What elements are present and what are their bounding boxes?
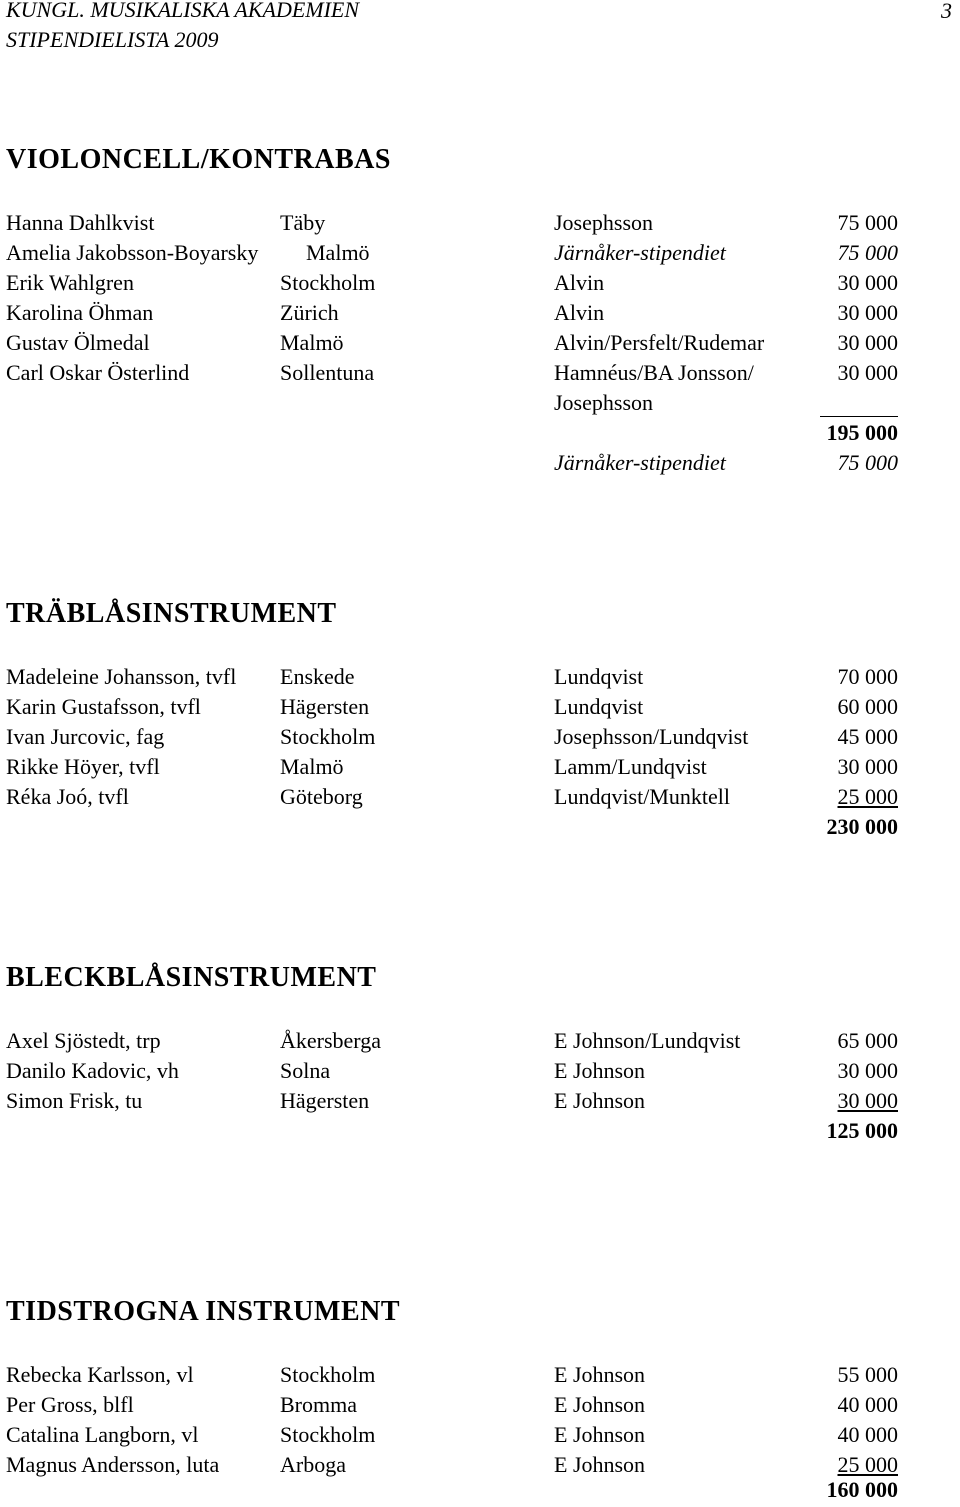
total-row bbox=[0, 420, 960, 450]
recipient-city: Malmö bbox=[280, 330, 344, 355]
recipient-name: Ivan Jurcovic, fag bbox=[6, 724, 165, 749]
table-row bbox=[0, 300, 960, 330]
recipient-city: Bromma bbox=[280, 1392, 357, 1417]
section-total: 160 000 bbox=[826, 1477, 898, 1502]
table-row bbox=[0, 694, 960, 724]
fund-name: E Johnson bbox=[554, 1088, 646, 1113]
recipient-name: Rebecka Karlsson, vl bbox=[6, 1362, 194, 1387]
fund-name: E Johnson bbox=[554, 1452, 646, 1477]
amount: 55 000 bbox=[837, 1362, 898, 1387]
table-row bbox=[0, 270, 960, 300]
amount: 30 000 bbox=[837, 360, 898, 385]
recipient-name: Karolina Öhman bbox=[6, 300, 154, 325]
recipient-city: Enskede bbox=[280, 664, 355, 689]
amount: 60 000 bbox=[837, 694, 898, 719]
recipient-name: Amelia Jakobsson-Boyarsky bbox=[6, 240, 259, 265]
recipient-city: Arboga bbox=[280, 1452, 346, 1477]
recipient-name: Rikke Höyer, tvfl bbox=[6, 754, 160, 779]
amount: 30 000 bbox=[837, 300, 898, 325]
fund-name: E Johnson bbox=[554, 1392, 646, 1417]
recipient-city: Täby bbox=[280, 210, 326, 235]
table-row bbox=[0, 1362, 960, 1392]
recipient-name: Gustav Ölmedal bbox=[6, 330, 150, 355]
recipient-name: Réka Joó, tvfl bbox=[6, 784, 129, 809]
recipient-city: Malmö bbox=[306, 240, 370, 265]
recipient-name: Danilo Kadovic, vh bbox=[6, 1058, 179, 1083]
total-row bbox=[0, 814, 960, 844]
fund-name: Lundqvist/Munktell bbox=[554, 784, 730, 809]
table-row bbox=[0, 784, 960, 814]
fund-name: Josephsson/Lundqvist bbox=[554, 724, 749, 749]
section-total: 125 000 bbox=[826, 1118, 898, 1143]
total-row bbox=[0, 1477, 960, 1507]
fund-name: Josephsson bbox=[554, 210, 654, 235]
table-row bbox=[0, 240, 960, 270]
table-row-continuation bbox=[0, 390, 960, 420]
recipient-city: Åkersberga bbox=[280, 1028, 381, 1053]
recipient-city: Göteborg bbox=[280, 784, 363, 809]
recipient-city: Solna bbox=[280, 1058, 331, 1083]
fund-name: Josephsson bbox=[554, 390, 654, 415]
amount: 30 000 bbox=[837, 1088, 898, 1113]
recipient-name: Hanna Dahlkvist bbox=[6, 210, 155, 235]
fund-name: Järnåker-stipendiet bbox=[554, 450, 726, 475]
recipient-city: Hägersten bbox=[280, 1088, 370, 1113]
table-row bbox=[0, 450, 960, 480]
section-title-tidstrogna: TIDSTROGNA INSTRUMENT bbox=[6, 1296, 401, 1327]
fund-name: Lundqvist bbox=[554, 664, 644, 689]
recipient-name: Catalina Langborn, vl bbox=[6, 1422, 199, 1447]
amount: 30 000 bbox=[837, 270, 898, 295]
amount: 40 000 bbox=[837, 1422, 898, 1447]
section-title-bleckblas: BLECKBLÅSINSTRUMENT bbox=[6, 962, 377, 993]
recipient-city: Stockholm bbox=[280, 724, 376, 749]
table-row bbox=[0, 1392, 960, 1422]
recipient-name: Erik Wahlgren bbox=[6, 270, 134, 295]
recipient-name: Magnus Andersson, luta bbox=[6, 1452, 220, 1477]
amount: 30 000 bbox=[837, 754, 898, 779]
table-row bbox=[0, 1088, 960, 1118]
recipient-name: Axel Sjöstedt, trp bbox=[6, 1028, 161, 1053]
sum-rule bbox=[820, 416, 898, 417]
table-row bbox=[0, 210, 960, 240]
fund-name: E Johnson bbox=[554, 1362, 646, 1387]
fund-name: E Johnson/Lundqvist bbox=[554, 1028, 741, 1053]
recipient-name: Carl Oskar Österlind bbox=[6, 360, 190, 385]
table-row bbox=[0, 754, 960, 784]
recipient-city: Stockholm bbox=[280, 1362, 376, 1387]
amount: 70 000 bbox=[837, 664, 898, 689]
amount: 40 000 bbox=[837, 1392, 898, 1417]
amount: 25 000 bbox=[837, 784, 898, 809]
section-total: 195 000 bbox=[826, 420, 898, 445]
section-title-violoncell: VIOLONCELL/KONTRABAS bbox=[6, 144, 391, 175]
fund-name: Alvin bbox=[554, 300, 605, 325]
section-title-trablas: TRÄBLÅSINSTRUMENT bbox=[6, 598, 337, 629]
recipient-name: Karin Gustafsson, tvfl bbox=[6, 694, 201, 719]
list-title: STIPENDIELISTA 2009 bbox=[6, 27, 219, 52]
institution-name: KUNGL. MUSIKALISKA AKADEMIEN bbox=[6, 0, 360, 22]
recipient-name: Per Gross, blfl bbox=[6, 1392, 134, 1417]
recipient-city: Stockholm bbox=[280, 270, 376, 295]
fund-name: Lamm/Lundqvist bbox=[554, 754, 707, 779]
table-row bbox=[0, 1058, 960, 1088]
fund-name: E Johnson bbox=[554, 1422, 646, 1447]
table-row bbox=[0, 1028, 960, 1058]
fund-name: E Johnson bbox=[554, 1058, 646, 1083]
amount: 45 000 bbox=[837, 724, 898, 749]
amount: 30 000 bbox=[837, 1058, 898, 1083]
table-row bbox=[0, 1422, 960, 1452]
table-row bbox=[0, 360, 960, 390]
fund-name: Hamnéus/BA Jonsson/ bbox=[554, 360, 754, 385]
table-row bbox=[0, 724, 960, 754]
recipient-city: Malmö bbox=[280, 754, 344, 779]
amount: 75 000 bbox=[837, 210, 898, 235]
recipient-city: Zürich bbox=[280, 300, 339, 325]
recipient-name: Madeleine Johansson, tvfl bbox=[6, 664, 237, 689]
fund-name: Järnåker-stipendiet bbox=[554, 240, 726, 265]
section-total: 230 000 bbox=[826, 814, 898, 839]
amount: 75 000 bbox=[837, 450, 898, 475]
amount: 65 000 bbox=[837, 1028, 898, 1053]
recipient-city: Sollentuna bbox=[280, 360, 375, 385]
recipient-name: Simon Frisk, tu bbox=[6, 1088, 143, 1113]
fund-name: Alvin bbox=[554, 270, 605, 295]
amount: 25 000 bbox=[837, 1452, 898, 1477]
table-row bbox=[0, 664, 960, 694]
recipient-city: Hägersten bbox=[280, 694, 370, 719]
total-row bbox=[0, 1118, 960, 1148]
table-row bbox=[0, 330, 960, 360]
recipient-city: Stockholm bbox=[280, 1422, 376, 1447]
fund-name: Alvin/Persfelt/Rudemar bbox=[554, 330, 765, 355]
amount: 30 000 bbox=[837, 330, 898, 355]
amount: 75 000 bbox=[837, 240, 898, 265]
page-number: 3 bbox=[941, 0, 952, 23]
fund-name: Lundqvist bbox=[554, 694, 644, 719]
